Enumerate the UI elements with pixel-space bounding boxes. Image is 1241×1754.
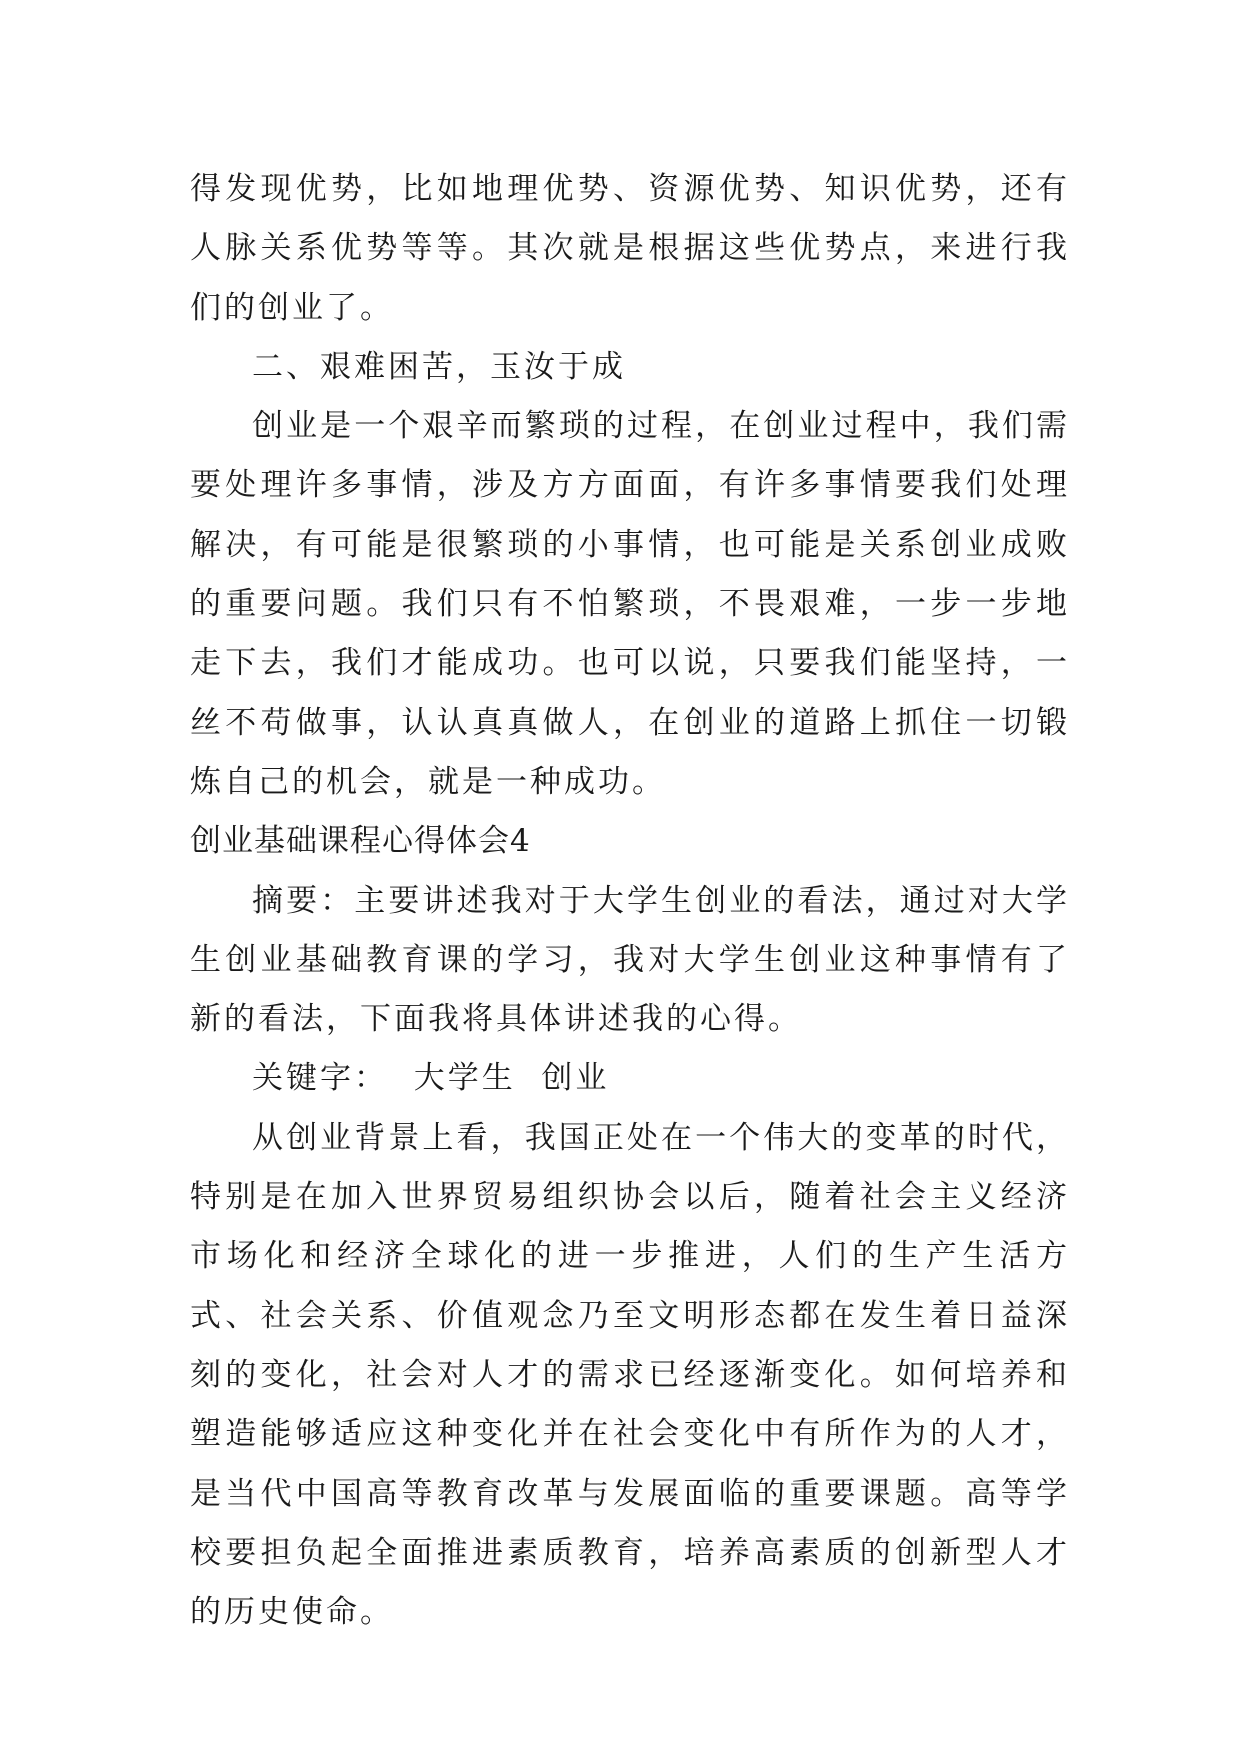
paragraph-background: 从创业背景上看，我国正处在一个伟大的变革的时代，特别是在加入世界贸易组织协会以后，随着社会主义经济市场化和经济全球化的进一步推进，人们的生产生活方式、社会关系、价值观念乃至文明形态都在发生着日益深刻的变化，社会对人才的需求已经逐渐变化。如何培养和塑造能够适应这种变化并在社会变化中有所作为的人才，是当代中国高等教育改革与发展面临的重要课题。高等学校要担负起全面推进素质教育，培养高素质的创新型人才的历史使命。	[190, 1119, 1070, 1631]
paragraph-continuation: 得发现优势，比如地理优势、资源优势、知识优势，还有人脉关系优势等等。其次就是根据这些优势点，来进行我们的创业了。	[190, 171, 1070, 326]
essay-title-4: 创业基础课程心得体会4	[190, 823, 531, 860]
paragraph-keywords: 关键字： 大学生 创业	[252, 1060, 610, 1097]
document-body	[190, 160, 1070, 1642]
paragraph-hardship: 创业是一个艰辛而繁琐的过程，在创业过程中，我们需要处理许多事情，涉及方方面面，有许多事情要我们处理解决，有可能是很繁琐的小事情，也可能是关系创业成败的重要问题。我们只有不怕繁琐，不畏艰难，一步一步地走下去，我们才能成功。也可以说，只要我们能坚持，一丝不苟做事，认认真真做人，在创业的道路上抓住一切锻炼自己的机会，就是一种成功。	[190, 408, 1070, 800]
section-heading-2: 二、艰难困苦，玉汝于成	[252, 348, 626, 385]
paragraph-abstract: 摘要：主要讲述我对于大学生创业的看法，通过对大学生创业基础教育课的学习，我对大学生创业这种事情有了新的看法，下面我将具体讲述我的心得。	[190, 882, 1070, 1038]
